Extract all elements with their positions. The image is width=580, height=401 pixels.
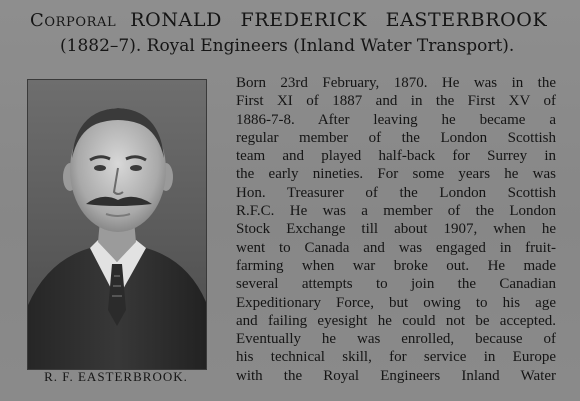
bio-line: Born 23rd February, 1870. He was in the xyxy=(236,75,556,91)
bio-line: team and played half-back for Surrey in xyxy=(236,148,556,165)
bio-line: Stock Exchange till about 1907, when he xyxy=(236,221,556,238)
bio-line: First XI of 1887 and in the First XV of xyxy=(236,93,556,110)
bio-line: 1886-7-8. After leaving he became a xyxy=(236,111,556,128)
bio-line: with the Royal Engineers Inland Water xyxy=(236,367,556,384)
entry-heading xyxy=(30,9,547,31)
bio-line: several attempts to join the Canadian xyxy=(236,276,556,293)
bio-line: farming when war broke out. He made xyxy=(236,257,556,274)
person-name: RONALD FREDERICK EASTERBROOK xyxy=(130,9,548,31)
bio-line: his technical skill, for service in Europe xyxy=(236,349,556,366)
bio-line: Eventually he was enrolled, because of xyxy=(236,331,556,348)
portrait-photo xyxy=(27,79,207,370)
bio-line: the early nineties. For some years he was xyxy=(236,166,556,183)
bio-line: regular member of the London Scottish xyxy=(236,129,556,146)
bio-line: R.F.C. He was a member of the London xyxy=(236,203,556,220)
entry-subtitle: (1882–7). Royal Engineers (Inland Water Transport). xyxy=(60,36,515,56)
portrait-illustration xyxy=(28,80,206,369)
bio-line: and failing eyesight he could not be accepted. xyxy=(236,312,556,329)
bio-line: Expeditionary Force, but owing to his age xyxy=(236,294,556,311)
rank-label: Corporal xyxy=(30,10,117,31)
photo-caption: R. F. EASTERBROOK. xyxy=(44,369,188,384)
bio-line: Hon. Treasurer of the London Scottish xyxy=(236,184,556,201)
bio-line: went to Canada and was engaged in fruit- xyxy=(236,239,556,256)
biography-text xyxy=(236,74,556,385)
